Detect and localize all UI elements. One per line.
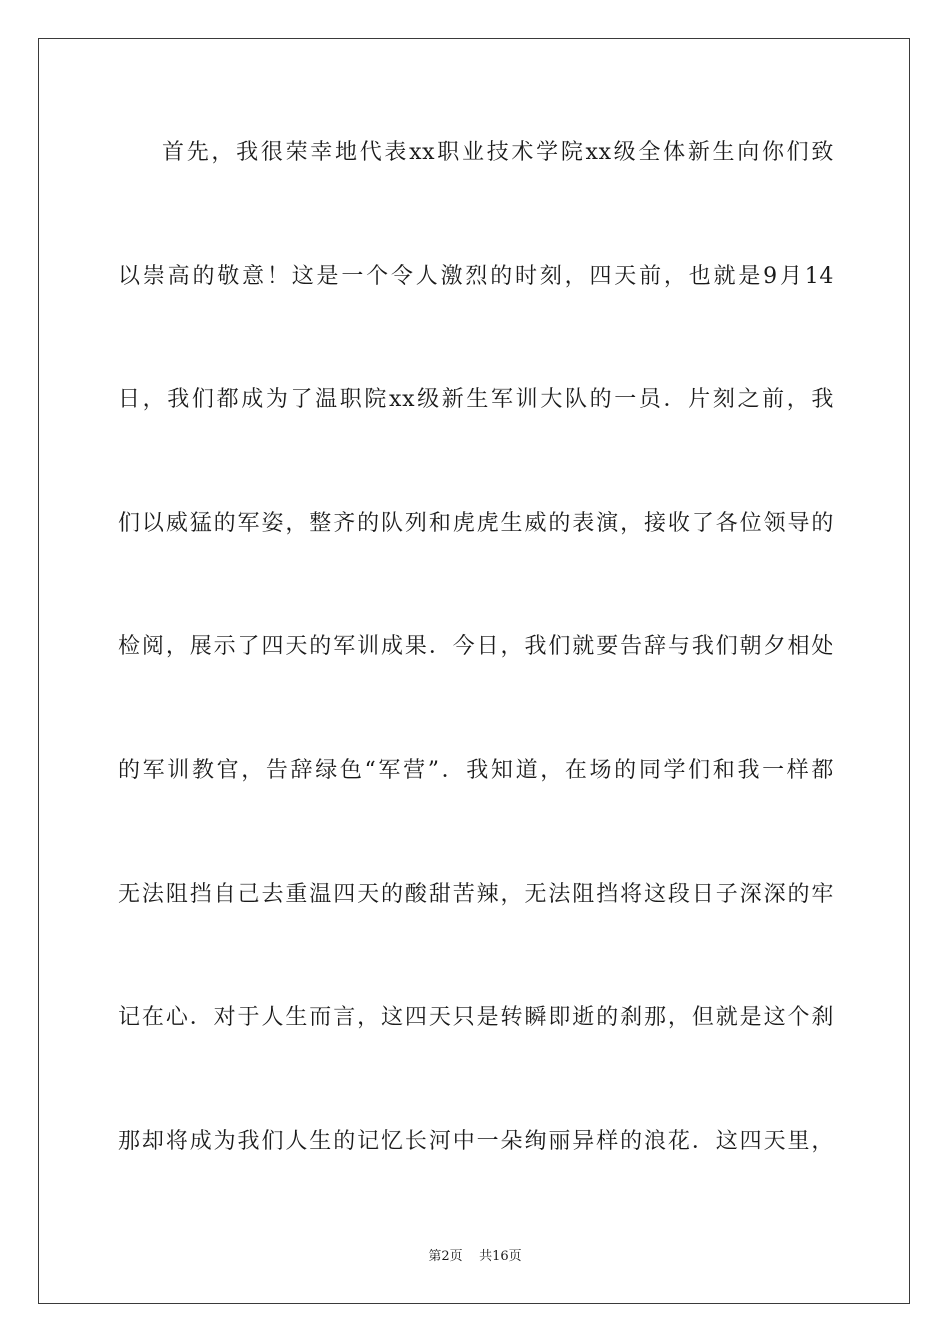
paragraph-line: 日，我们都成为了温职院xx级新生军训大队的一员．片刻之前，我 (118, 387, 834, 412)
page-number-footer: 第2页 共16页 (428, 1249, 522, 1264)
paragraph-line: 无法阻挡自己去重温四天的酸甜苦辣，无法阻挡将这段日子深深的牢 (118, 882, 834, 907)
page-border (38, 38, 910, 1304)
paragraph-line: 那却将成为我们人生的记忆长河中一朵绚丽异样的浪花．这四天里， (118, 1129, 834, 1154)
paragraph-line: 以崇高的敬意！这是一个令人激烈的时刻，四天前，也就是9月14 (118, 264, 834, 289)
paragraph-line: 检阅，展示了四天的军训成果．今日，我们就要告辞与我们朝夕相处 (118, 634, 834, 659)
paragraph-line: 们以威猛的军姿，整齐的队列和虎虎生威的表演，接收了各位领导的 (118, 511, 834, 536)
paragraph-line: 记在心．对于人生而言，这四天只是转瞬即逝的刹那，但就是这个刹 (118, 1005, 834, 1030)
paragraph-line: 首先，我很荣幸地代表xx职业技术学院xx级全体新生向你们致 (162, 140, 834, 165)
paragraph-line: 的军训教官，告辞绿色“军营”．我知道，在场的同学们和我一样都 (118, 758, 834, 783)
